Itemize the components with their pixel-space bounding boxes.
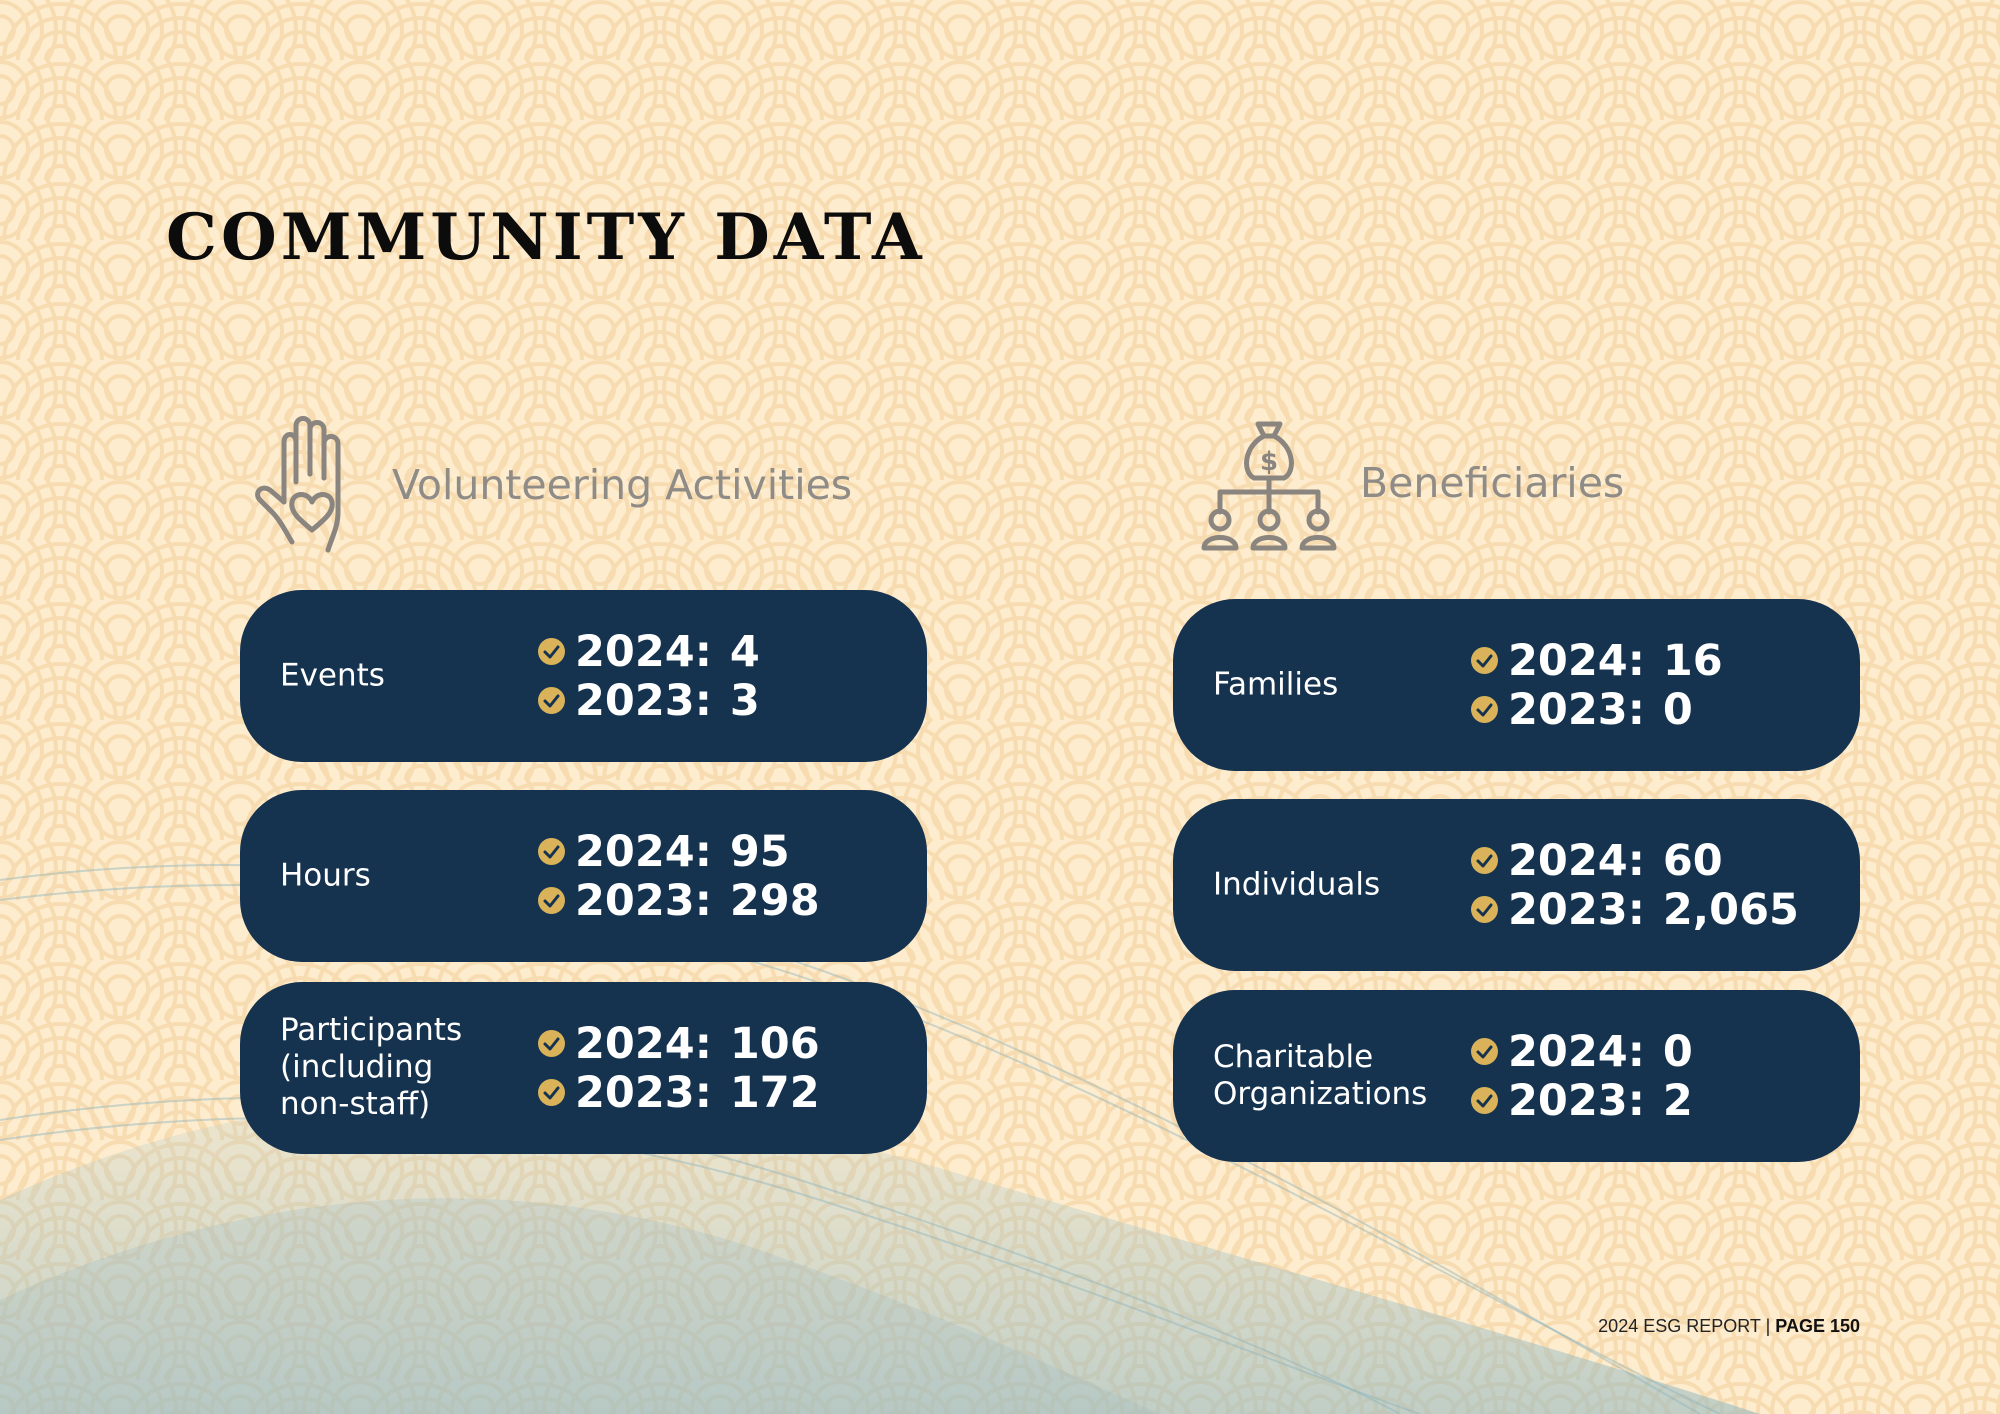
year-label: 2023 <box>575 675 695 726</box>
value: 0 <box>1662 1026 1693 1077</box>
value: 60 <box>1662 835 1723 886</box>
card-values <box>1471 636 1723 734</box>
page-title: COMMUNITY DATA <box>166 200 926 275</box>
footer-report-label: 2024 ESG REPORT | <box>1598 1316 1771 1336</box>
card-label: Events <box>280 657 385 694</box>
year-label: 2024 <box>575 626 695 677</box>
value-row-2023 <box>1471 885 1799 934</box>
value-row-2023 <box>1471 685 1723 734</box>
section-title: Volunteering Activities <box>392 460 853 509</box>
check-circle-icon <box>538 1079 565 1106</box>
stat-card-hours <box>240 790 927 962</box>
check-circle-icon <box>1471 647 1498 674</box>
card-label: Charitable Organizations <box>1213 1038 1428 1112</box>
check-circle-icon <box>1471 1087 1498 1114</box>
value-row-2024 <box>1471 1027 1693 1076</box>
section-header-beneficiaries <box>1198 412 1624 554</box>
value: 95 <box>729 826 790 877</box>
value: 2,065 <box>1662 884 1799 935</box>
separator: : <box>694 1018 712 1069</box>
check-circle-icon <box>538 687 565 714</box>
stat-card-participants <box>240 982 927 1154</box>
card-label: Individuals <box>1213 866 1381 903</box>
value: 2 <box>1662 1075 1693 1126</box>
check-circle-icon <box>1471 847 1498 874</box>
value: 16 <box>1662 635 1723 686</box>
separator: : <box>1627 1026 1645 1077</box>
check-circle-icon <box>1471 1038 1498 1065</box>
value: 106 <box>729 1018 820 1069</box>
page-number: PAGE 150 <box>1775 1316 1860 1336</box>
svg-text:$: $ <box>1259 447 1279 477</box>
value-row-2024 <box>538 627 760 676</box>
value: 3 <box>729 675 760 726</box>
card-label: Families <box>1213 666 1339 703</box>
check-circle-icon <box>538 887 565 914</box>
card-label: Participants (including non-staff) <box>280 1012 463 1123</box>
stat-card-events <box>240 590 927 762</box>
year-label: 2024 <box>1508 635 1628 686</box>
value-row-2024 <box>538 827 820 876</box>
value: 172 <box>729 1067 820 1118</box>
separator: : <box>694 675 712 726</box>
card-values <box>1471 836 1799 934</box>
year-label: 2024 <box>1508 1026 1628 1077</box>
separator: : <box>1627 884 1645 935</box>
value-row-2023 <box>538 676 760 725</box>
year-label: 2023 <box>575 875 695 926</box>
section-title: Beneficiaries <box>1360 459 1625 507</box>
card-label: Hours <box>280 857 371 894</box>
page-footer <box>1598 1316 1860 1337</box>
value-row-2024 <box>1471 836 1799 885</box>
section-header-volunteering <box>252 412 852 557</box>
stat-card-individuals <box>1173 799 1860 971</box>
separator: : <box>694 626 712 677</box>
check-circle-icon <box>538 838 565 865</box>
separator: : <box>694 826 712 877</box>
year-label: 2023 <box>1508 684 1628 735</box>
separator: : <box>694 1067 712 1118</box>
value-row-2023 <box>538 876 820 925</box>
card-values <box>1471 1027 1693 1125</box>
check-circle-icon <box>1471 896 1498 923</box>
value-row-2023 <box>1471 1076 1693 1125</box>
year-label: 2023 <box>1508 1075 1628 1126</box>
year-label: 2023 <box>1508 884 1628 935</box>
stat-card-families <box>1173 599 1860 771</box>
year-label: 2024 <box>575 1018 695 1069</box>
value-row-2024 <box>538 1019 820 1068</box>
stat-card-charitable-organizations <box>1173 990 1860 1162</box>
separator: : <box>1627 835 1645 886</box>
separator: : <box>694 875 712 926</box>
value-row-2023 <box>538 1068 820 1117</box>
separator: : <box>1627 684 1645 735</box>
check-circle-icon <box>538 1030 565 1057</box>
card-values <box>538 827 820 925</box>
check-circle-icon <box>538 638 565 665</box>
card-values <box>538 1019 820 1117</box>
check-circle-icon <box>1471 696 1498 723</box>
value: 0 <box>1662 684 1693 735</box>
money-bag-distribution-icon <box>1198 412 1340 554</box>
year-label: 2024 <box>1508 835 1628 886</box>
separator: : <box>1627 635 1645 686</box>
year-label: 2024 <box>575 826 695 877</box>
year-label: 2023 <box>575 1067 695 1118</box>
card-values <box>538 627 760 725</box>
separator: : <box>1627 1075 1645 1126</box>
value-row-2024 <box>1471 636 1723 685</box>
hand-heart-icon <box>252 412 372 557</box>
value: 298 <box>729 875 820 926</box>
value: 4 <box>729 626 760 677</box>
